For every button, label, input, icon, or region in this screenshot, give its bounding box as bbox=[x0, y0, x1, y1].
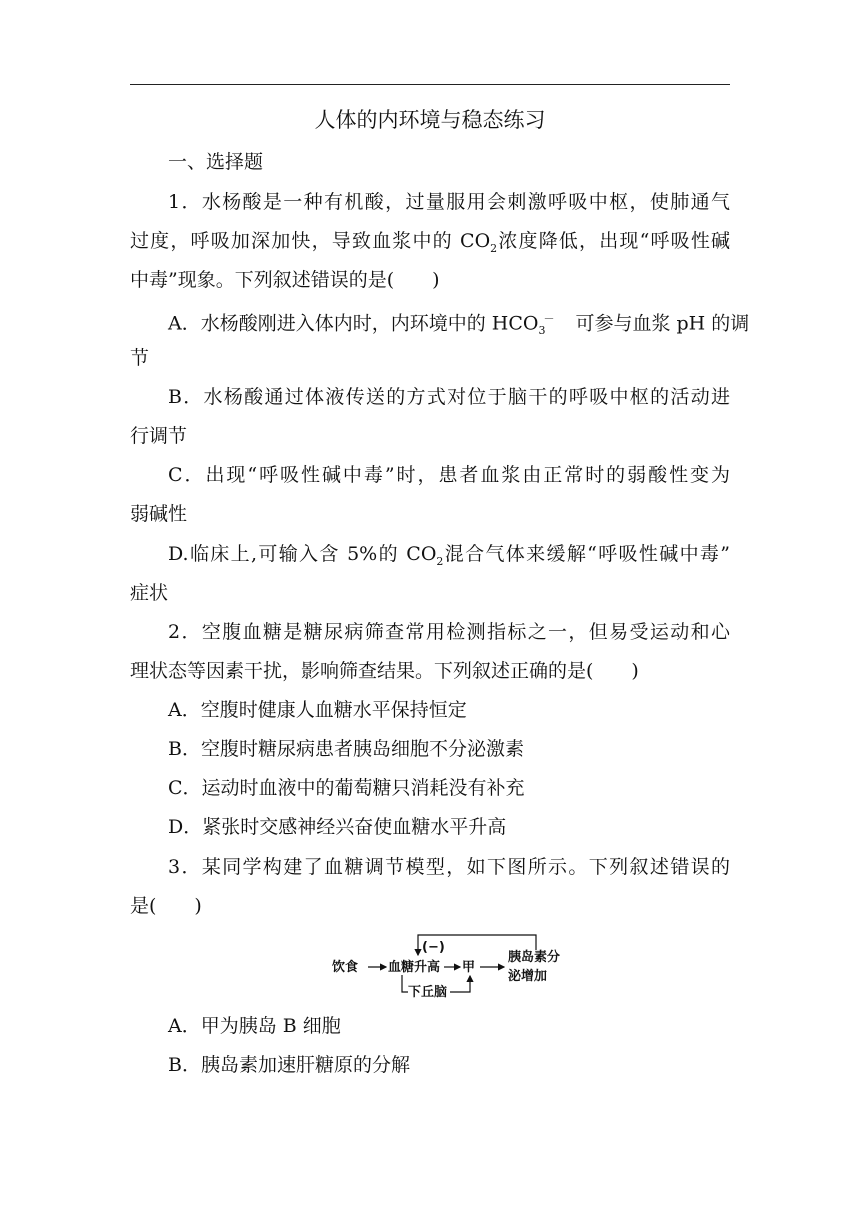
q1-option-c-line-1: C．出现“呼吸性碱中毒”时，患者血浆由正常时的弱酸性变为 bbox=[168, 464, 730, 486]
q3-option-a: A．甲为胰岛 B 细胞 bbox=[168, 1015, 341, 1037]
q3-stem-line-1: 3．某同学构建了血糖调节模型，如下图所示。下列叙述错误的 bbox=[168, 856, 730, 878]
q3-stem-line-2: 是( ) bbox=[130, 895, 202, 917]
q2-option-a: A．空腹时健康人血糖水平保持恒定 bbox=[168, 699, 467, 721]
q1-option-a-line-2: 节 bbox=[130, 347, 150, 369]
q1-option-a-line-1: A．水杨酸刚进入体内时，内环境中的 $HCO_3^-$ 可参与血浆 pH 的调 bbox=[168, 312, 750, 338]
label-negative-feedback: (−) bbox=[422, 940, 445, 955]
node-glucose-rise: 血糖升高 bbox=[388, 960, 441, 975]
q1-stem-line-2: 过度，呼吸加深加快，导致血浆中的 $CO_2$浓度降低，出现“呼吸性碱 bbox=[130, 230, 731, 255]
section-heading: 一、选择题 bbox=[168, 151, 264, 173]
arrow-hypothalamus-to-jia bbox=[450, 976, 470, 992]
node-insulin-line-2: 泌增加 bbox=[508, 969, 548, 984]
page-title: 人体的内环境与稳态练习 bbox=[314, 108, 546, 132]
q1-option-d-line-1: D.临床上,可输入含 5%的 $CO_2$混合气体来缓解“呼吸性碱中毒” bbox=[168, 543, 730, 568]
node-jia: 甲 bbox=[462, 960, 476, 975]
q1-option-b-line-1: B．水杨酸通过体液传送的方式对位于脑干的呼吸中枢的活动进 bbox=[168, 386, 730, 408]
blood-sugar-regulation-diagram bbox=[330, 930, 570, 1000]
q2-stem-line-1: 2．空腹血糖是糖尿病筛查常用检测指标之一，但易受运动和心 bbox=[168, 621, 730, 643]
q3-option-b: B．胰岛素加速肝糖原的分解 bbox=[168, 1054, 410, 1076]
q2-option-b: B．空腹时糖尿病患者胰岛细胞不分泌激素 bbox=[168, 738, 524, 760]
node-hypothalamus: 下丘脑 bbox=[408, 985, 448, 1000]
q2-option-d: D．紧张时交感神经兴奋使血糖水平升高 bbox=[168, 816, 507, 838]
q1-option-d-line-2: 症状 bbox=[130, 582, 169, 604]
q1-option-b-line-2: 行调节 bbox=[130, 425, 188, 447]
header-rule bbox=[130, 84, 730, 85]
node-food: 饮食 bbox=[332, 960, 359, 975]
node-insulin-line-1: 胰岛素分 bbox=[508, 950, 561, 965]
q1-stem-line-1: 1．水杨酸是一种有机酸，过量服用会刺激呼吸中枢，使肺通气 bbox=[168, 191, 730, 213]
q2-option-c: C．运动时血液中的葡萄糖只消耗没有补充 bbox=[168, 777, 525, 799]
q1-option-c-line-2: 弱碱性 bbox=[130, 503, 188, 525]
q1-stem-line-3: 中毒”现象。下列叙述错误的是( ) bbox=[130, 269, 440, 291]
q2-stem-line-2: 理状态等因素干扰，影响筛查结果。下列叙述正确的是( ) bbox=[130, 660, 639, 682]
